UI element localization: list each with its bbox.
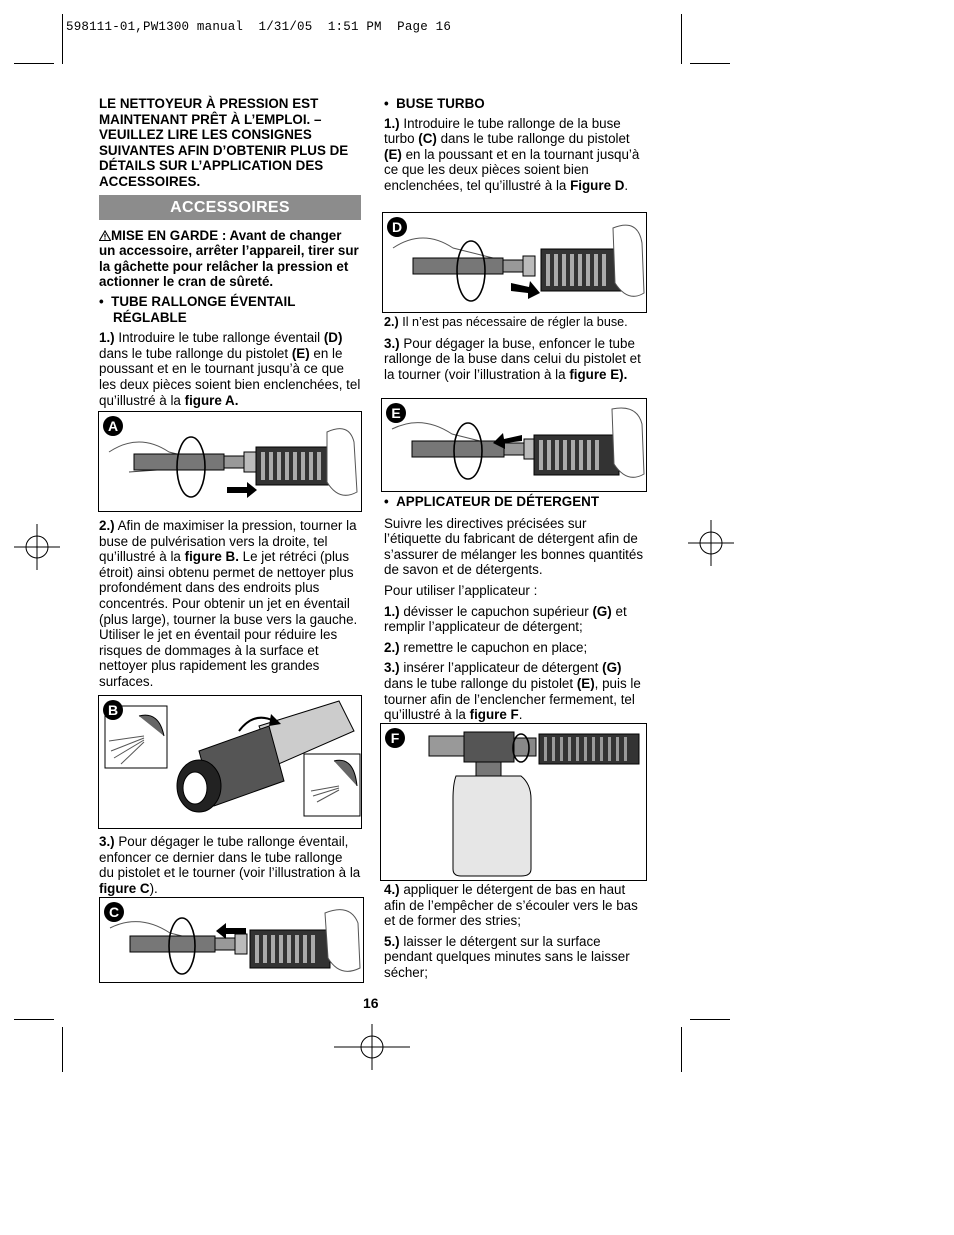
right-column-lower [384, 494, 646, 728]
crop-mark [14, 1019, 54, 1020]
crop-mark [690, 63, 730, 64]
figure-c-illustration [100, 898, 363, 982]
print-slug: 598111-01,PW1300 manual 1/31/05 1:51 PM Page 16 [66, 20, 452, 34]
crop-mark [62, 1027, 63, 1072]
left-column-bottom [99, 834, 361, 901]
detergent-step-3: 3.) insérer l’applicateur de détergent (G) dans le tube rallonge du pistolet (E), puis le tourner afin de l’enclencher fermement, tel qu’illustré à la figure F. [384, 660, 641, 723]
figure-d [382, 212, 647, 313]
figure-label: D [387, 217, 407, 237]
figure-b-illustration [99, 696, 361, 828]
detergent-step-5: 5.) laisser le détergent sur la surface pendant quelques minutes sans le laisser sécher; [384, 933, 630, 980]
figure-label: F [385, 728, 405, 748]
figure-a [98, 411, 362, 512]
warning-icon [99, 230, 111, 241]
detergent-use: Pour utiliser l’applicateur : [384, 582, 538, 598]
bullet-applicateur: • APPLICATEUR DE DÉTERGENT [384, 494, 599, 509]
left-column [99, 96, 361, 413]
crop-mark [62, 14, 63, 64]
step-1: 1.) Introduire le tube rallonge éventail (D) dans le tube rallonge du pistolet (E) en le poussant et en le tournant jusqu’à ce que les deux pièces soient bien enclenchées, tel qu’illustré à la figure A. [99, 330, 361, 408]
bullet-buse-turbo: • BUSE TURBO [384, 96, 485, 111]
figure-c [99, 897, 364, 983]
detergent-step-4: 4.) appliquer le détergent de bas en haut afin de l’empêcher de s’écouler vers le bas et de former des stries; [384, 882, 638, 929]
turbo-step-1: 1.) Introduire le tube rallonge de la buse turbo (C) dans le tube rallonge du pistolet (E) en la poussant et en la tournant jusqu’à ce que les deux pièces soient bien enclenchées, tel qu’illustré à la Figure D. [384, 115, 640, 193]
right-column-bottom [384, 882, 646, 986]
right-column-mid [384, 315, 646, 387]
crop-mark [681, 14, 682, 64]
registration-mark-icon [334, 1024, 410, 1070]
figure-label: E [386, 403, 406, 423]
figure-f [380, 723, 647, 881]
figure-label: A [103, 416, 123, 436]
registration-mark-icon [688, 520, 734, 566]
crop-mark [14, 63, 54, 64]
registration-mark-icon [14, 524, 60, 570]
detergent-step-1: 1.) dévisser le capuchon supérieur (G) et remplir l’applicateur de détergent; [384, 603, 627, 635]
crop-mark [681, 1027, 682, 1072]
warning-text: MISE EN GARDE : Avant de changer un accessoire, arrêter l’appareil, tirer sur la gâchette pour relâcher la pression et actionner le cran de sûreté. [99, 227, 359, 290]
step-2: 2.) Afin de maximiser la pression, tourner la buse de pulvérisation vers la droite, tel qu’illustré à la figure B. Le jet rétréci (plus étroit) ainsi obtenu permet de nettoyer plus profondément dans des endroits plus concentrés. Pour obtenir un jet en éventail (plus large), tourner la buse vers la gauche. Utiliser le jet en éventail pour réduire les risques de dommages à la surface et nettoyer plus rapidement les grandes surfaces. [99, 518, 358, 689]
detergent-step-2: 2.) remettre le capuchon en place; [384, 639, 588, 655]
bullet-tube-eventail: • TUBE RALLONGE ÉVENTAIL RÉGLABLE [99, 293, 296, 325]
turbo-step-3: 3.) Pour dégager la buse, enfoncer le tube rallonge de la buse dans celui du pistolet et la tourner (voir l’illustration à la figure E). [384, 335, 641, 382]
detergent-intro: Suivre les directives précisées sur l’étiquette du fabricant de détergent afin de s’assurer de mélanger les bonnes quantités de savon et de détergents. [384, 515, 644, 578]
turbo-step-2: 2.) Il n’est pas nécessaire de régler la buse. [384, 315, 628, 329]
figure-b [98, 695, 362, 829]
right-column [384, 96, 646, 199]
left-column-mid [99, 518, 361, 695]
figure-label: B [103, 700, 123, 720]
figure-label: C [104, 902, 124, 922]
crop-mark [690, 1019, 730, 1020]
page-number: 16 [363, 995, 379, 1011]
figure-d-illustration [383, 213, 646, 312]
intro-heading: LE NETTOYEUR À PRESSION EST MAINTENANT PRÊT À L’EMPLOI. – VEUILLEZ LIRE LES CONSIGNES SUIVANTES AFIN D’OBTENIR PLUS DE DÉTAILS SUR L’APPLICATION DES ACCESSOIRES. [99, 96, 349, 189]
step-3: 3.) Pour dégager le tube rallonge éventail, enfoncer ce dernier dans le tube rallonge du pistolet et le tourner (voir l’illustration à la figure C). [99, 834, 361, 896]
figure-a-illustration [99, 412, 361, 511]
section-title: ACCESSOIRES [99, 195, 361, 220]
figure-e [381, 398, 647, 492]
figure-f-illustration [381, 724, 646, 880]
figure-e-illustration [382, 399, 646, 491]
